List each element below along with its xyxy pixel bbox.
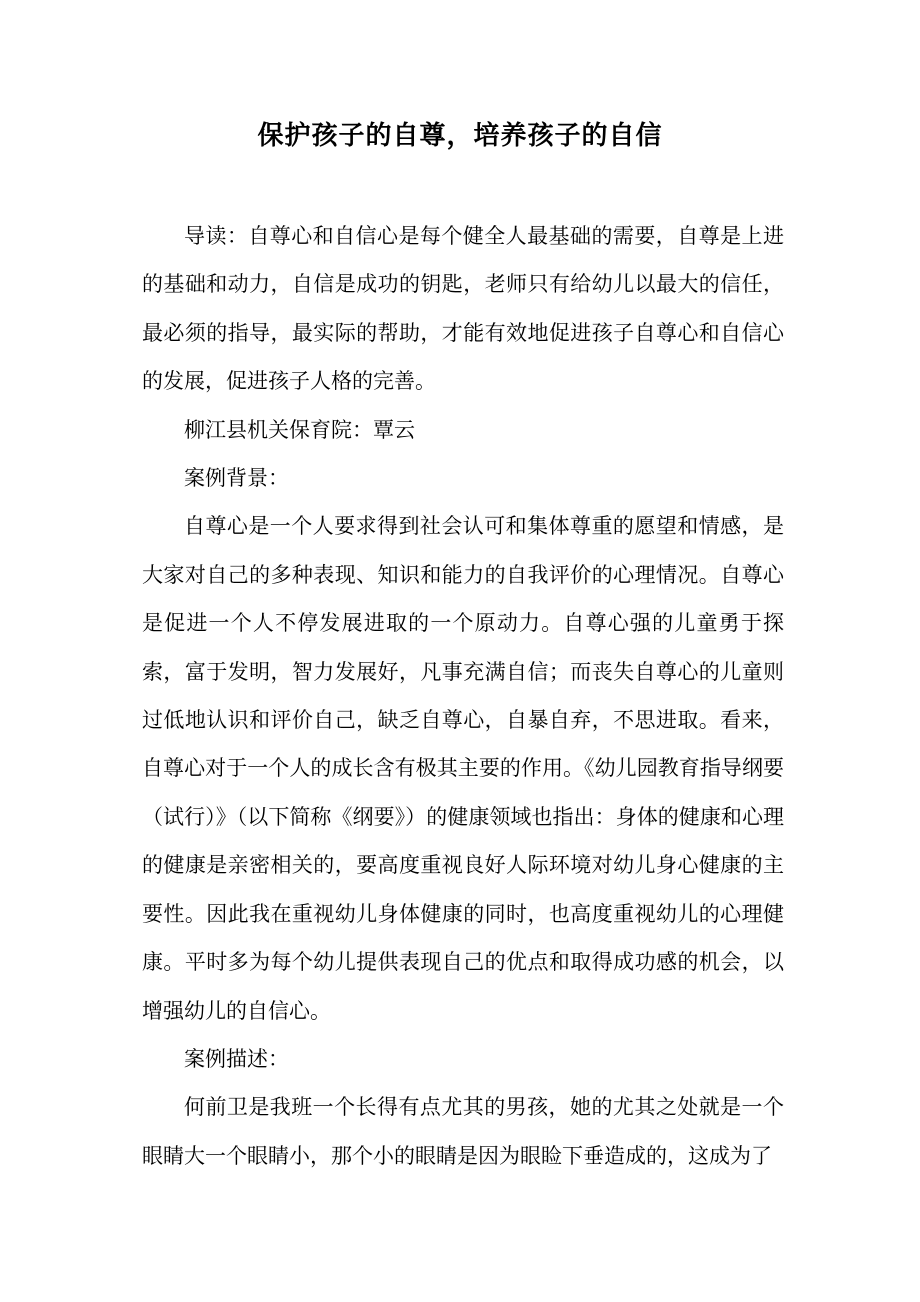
paragraph-description: 何前卫是我班一个长得有点尤其的男孩，她的尤其之处就是一个眼睛大一个眼睛小，那个小的眼睛是因为眼睑下垂造成的，这成为了 xyxy=(142,1095,784,1168)
paragraph-description-heading: 案例描述： xyxy=(184,1046,289,1071)
paragraph-background: 自尊心是一个人要求得到社会认可和集体尊重的愿望和情感，是大家对自己的多种表现、知识和能力的自我评价的心理情况。自尊心是促进一个人不停发展进取的一个原动力。自尊心强的儿童勇于探索，富于发明，智力发展好，凡事充满自信；而丧失自尊心的儿童则过低地认识和评价自己，缺乏自尊心，自暴自弃，不思进取。看来，自尊心对于一个人的成长含有极其主要的作用。《幼儿园教育指导纲要（试行）》（以下简称《纲要》）的健康领域也指出：身体的健康和心理的健康是亲密相关的，要高度重视良好人际环境对幼儿身心健康的主要性。因此我在重视幼儿身体健康的同时，也高度重视幼儿的心理健康。平时多为每个幼儿提供表现自己的优点和取得成功感的机会，以增强幼儿的自信心。 xyxy=(142,514,784,1023)
paragraph-intro: 导读：自尊心和自信心是每个健全人最基础的需要，自尊是上进的基础和动力，自信是成功的钥匙，老师只有给幼儿以最大的信任，最必须的指导，最实际的帮助，才能有效地促进孩子自尊心和自信心的发展，促进孩子人格的完善。 xyxy=(142,224,784,394)
paragraph-author: 柳江县机关保育院：覃云 xyxy=(184,417,415,442)
paragraph-background-heading: 案例背景： xyxy=(184,466,289,491)
document-body xyxy=(142,212,784,1180)
document-title: 保护孩子的自尊，培养孩子的自信 xyxy=(257,121,663,151)
